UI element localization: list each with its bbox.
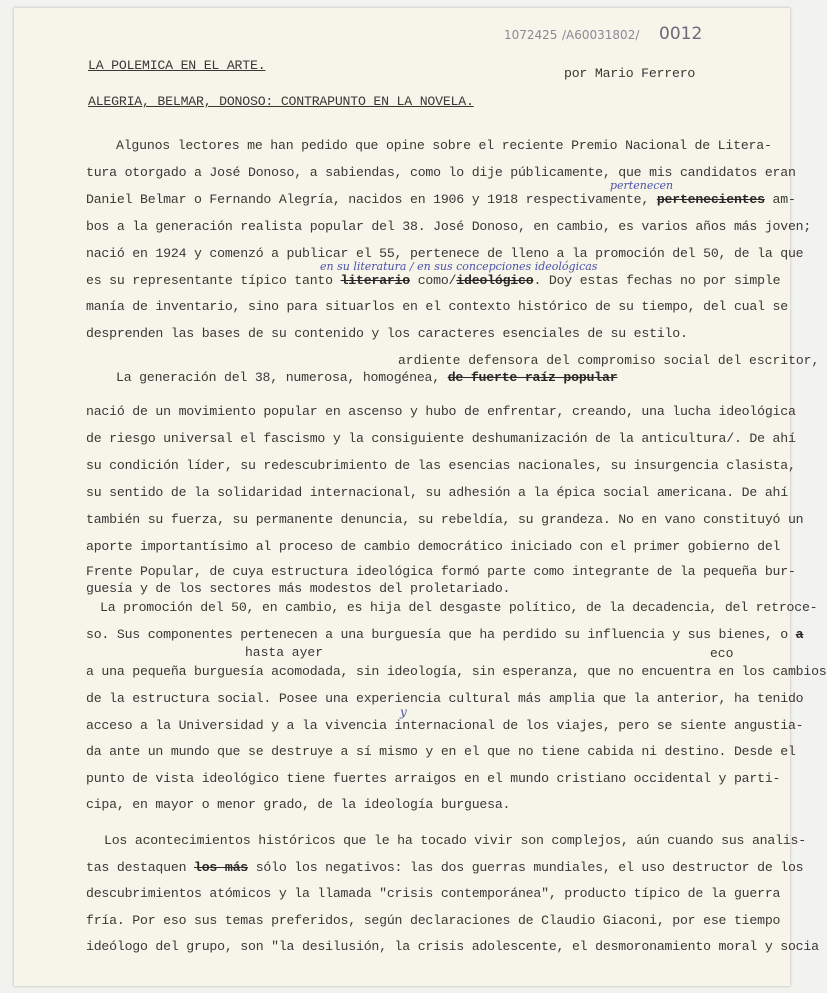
text-segment: so. Sus componentes pertenecen a una burguesía que ha perdido su influencia y sus bienes, o	[86, 627, 796, 642]
text-line	[86, 913, 780, 928]
typed-insertion: hasta ayer	[245, 645, 324, 660]
document-page	[14, 8, 827, 986]
struck-text: literario	[340, 273, 410, 288]
text-segment: cipa, en mayor o menor grado, de la ideología burguesa.	[86, 797, 511, 812]
handwritten-correction: pertenecen	[610, 179, 674, 192]
text-line	[86, 512, 803, 527]
text-segment: punto de vista ideológico tiene fuertes arraigos en el mundo cristiano occidental y parti-	[86, 771, 781, 786]
handwritten-correction: en su literatura / en sus concepciones ideológicas	[320, 260, 598, 273]
text-line	[104, 833, 806, 848]
text-line	[86, 797, 510, 812]
text-segment: aporte importantísimo al proceso de cambio democrático iniciado con el primer gobierno del	[86, 539, 781, 554]
text-segment: fría. Por eso sus temas preferidos, según declaraciones de Claudio Giaconi, por ese tiempo	[86, 913, 781, 928]
text-line	[86, 219, 811, 234]
archive-code-stamp: /A60031802/	[562, 28, 640, 42]
text-line	[116, 370, 617, 385]
text-segment: de riesgo universal el fascismo y la consiguiente deshumanización de la anticultura/. De ahí	[86, 431, 796, 446]
text-line	[86, 539, 780, 554]
text-line	[86, 771, 780, 786]
text-line	[86, 246, 803, 261]
text-line	[86, 299, 788, 314]
text-segment: La generación del 38, numerosa, homogénea,	[116, 370, 448, 385]
struck-text: de fuerte raíz popular	[447, 370, 618, 385]
text-segment: Frente Popular, de cuya estructura ideológica formó parte como integrante de la pequeña bur-	[86, 564, 796, 579]
handwritten-correction: y	[400, 705, 407, 719]
text-line	[86, 404, 796, 419]
document-title: LA POLEMICA EN EL ARTE.	[88, 58, 266, 73]
text-segment: nació de un movimiento popular en ascenso y hubo de enfrentar, creando, una lucha ideológica	[86, 404, 796, 419]
text-segment: La promoción del 50, en cambio, es hija del desgaste político, de la decadencia, del retroce-	[100, 600, 818, 615]
catalog-number-stamp: 1072425	[504, 28, 558, 42]
text-line	[86, 718, 803, 733]
struck-text: a	[795, 627, 804, 642]
text-line	[86, 273, 780, 288]
text-segment: tura otorgado a José Donoso, a sabiendas, como lo dije públicamente, que mis candidatos eran	[86, 165, 796, 180]
struck-text: pertenecientes	[656, 192, 765, 207]
text-segment: nació en 1924 y comenzó a publicar el 55, pertenece de lleno a la promoción del 50, de la que	[86, 246, 804, 261]
text-segment: ideólogo del grupo, son "la desilusión, la crisis adolescente, el desmoronamiento moral y socia	[86, 939, 819, 954]
text-segment: sólo los negativos: las dos guerras mundiales, el uso destructor de los	[248, 860, 804, 875]
text-line	[86, 165, 796, 180]
text-segment: Daniel Belmar o Fernando Alegría, nacidos en 1906 y 1918 respectivamente,	[86, 192, 657, 207]
text-segment: bos a la generación realista popular del 38. José Donoso, en cambio, es varios años más joven;	[86, 219, 812, 234]
text-line	[86, 485, 788, 500]
text-line	[86, 744, 796, 759]
text-line	[86, 664, 827, 679]
page-number-stamp: 0012	[659, 24, 703, 44]
text-segment: es su representante típico tanto	[86, 273, 341, 288]
text-line	[86, 939, 819, 954]
text-segment: acceso a la Universidad y a la vivencia internacional de los viajes, pero se siente angustia-	[86, 718, 804, 733]
text-line	[86, 581, 510, 596]
text-segment: Los acontecimientos históricos que le ha tocado vivir son complejos, aún cuando sus analis-	[104, 833, 806, 848]
text-segment: manía de inventario, sino para situarlos en el contexto histórico de su tiempo, del cual se	[86, 299, 788, 314]
text-segment: guesía y de los sectores más modestos del proletariado.	[86, 581, 511, 596]
text-line	[100, 600, 817, 615]
document-subtitle: ALEGRIA, BELMAR, DONOSO: CONTRAPUNTO EN LA NOVELA.	[88, 94, 474, 109]
text-segment: descubrimientos atómicos y la llamada "crisis contemporánea", producto típico de la guerra	[86, 886, 781, 901]
text-line	[86, 691, 803, 706]
struck-text: ideológico	[456, 273, 534, 288]
text-segment: su sentido de la solidaridad internacional, su adhesión a la épica social americana. De ahí	[86, 485, 788, 500]
text-segment: desprenden las bases de su contenido y los caracteres esenciales de su estilo.	[86, 326, 688, 341]
text-segment: tas destaquen	[86, 860, 194, 875]
text-segment: su condición líder, su redescubrimiento de las esencias nacionales, su insurgencia clasista,	[86, 458, 796, 473]
author-byline: por Mario Ferrero	[564, 66, 696, 81]
text-line	[86, 326, 688, 341]
text-line	[86, 860, 803, 875]
text-line	[86, 886, 780, 901]
text-line	[116, 138, 772, 153]
text-segment: Algunos lectores me han pedido que opine sobre el reciente Premio Nacional de Litera-	[116, 138, 772, 153]
text-line	[86, 564, 796, 579]
struck-text: los más	[194, 860, 248, 875]
text-segment: am-	[764, 192, 796, 207]
text-line	[86, 431, 796, 446]
text-segment: también su fuerza, su permanente denuncia, su rebeldía, su grandeza. No en vano constituyó un	[86, 512, 804, 527]
text-segment: a una pequeña burguesía acomodada, sin ideología, sin esperanza, que no encuentra en los cambios	[86, 664, 827, 679]
typed-insertion: ardiente defensora del compromiso social del escritor,	[398, 353, 820, 368]
text-segment: como/	[410, 273, 457, 288]
text-line	[86, 627, 803, 642]
text-segment: da ante un mundo que se destruye a sí mismo y en el que no tiene cabida ni destino. Desde el	[86, 744, 796, 759]
typed-insertion: eco	[710, 646, 734, 661]
text-segment: de la estructura social. Posee una experiencia cultural más amplia que la anterior, ha tenido	[86, 691, 804, 706]
text-segment: . Doy estas fechas no por simple	[533, 273, 781, 288]
text-line	[86, 458, 796, 473]
text-line	[86, 192, 796, 207]
